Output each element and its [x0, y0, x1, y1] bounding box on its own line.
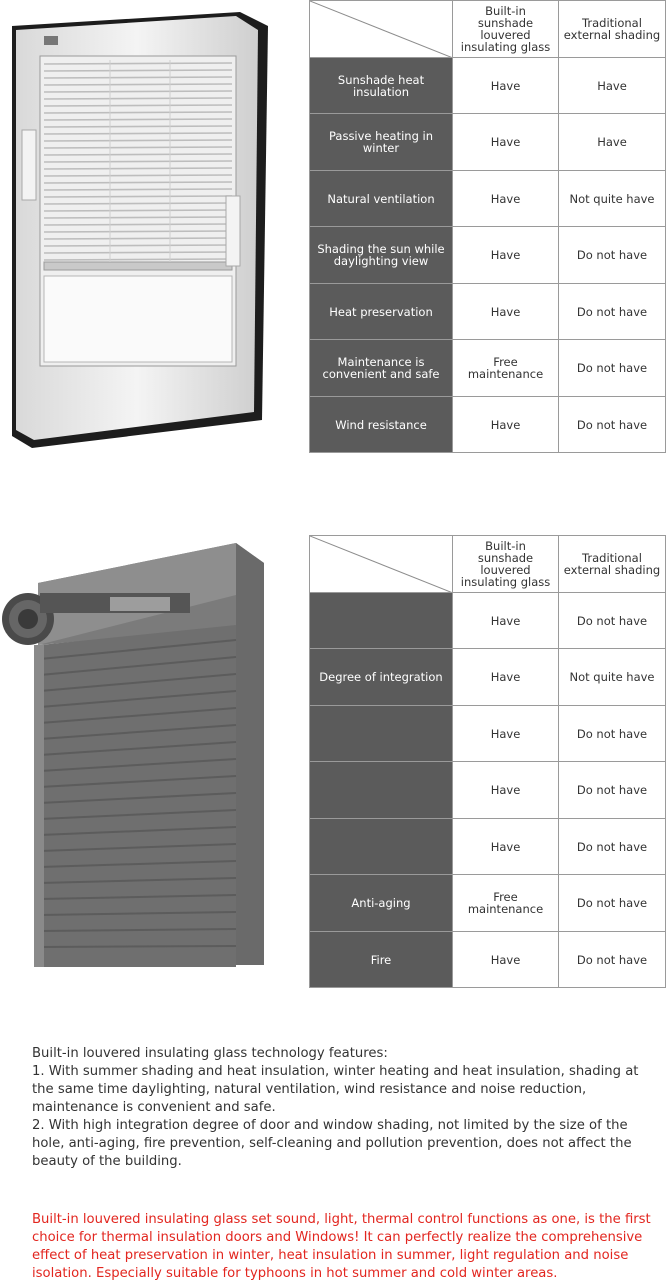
traditional-cell: Do not have: [559, 593, 666, 649]
roller-shutter-image: [0, 535, 290, 975]
builtin-cell: Have: [453, 114, 559, 171]
row-label: Fire: [310, 932, 453, 988]
features-point-2: 2. With high integration degree of door and window shading, not limited by the size of the hole, anti-aging, fire prevention, self-cleaning and pollution prevention, does not affect the beauty of the building.: [32, 1118, 632, 1169]
table-row: [310, 649, 666, 706]
table-row: [310, 58, 666, 114]
comparison-table-1: [309, 0, 666, 453]
traditional-cell: Do not have: [559, 762, 666, 819]
builtin-cell: Have: [453, 58, 559, 114]
builtin-cell: Have: [453, 819, 559, 875]
row-label: [310, 706, 453, 762]
table-row: [310, 284, 666, 340]
traditional-cell: Not quite have: [559, 649, 666, 706]
column-header-traditional: Traditional external shading: [559, 536, 666, 593]
row-label: Natural ventilation: [310, 171, 453, 227]
row-label: Shading the sun while daylighting view: [310, 227, 453, 284]
row-label: Maintenance is convenient and safe: [310, 340, 453, 397]
table-row: [310, 819, 666, 875]
traditional-cell: Do not have: [559, 932, 666, 988]
row-label: Degree of integration: [310, 649, 453, 706]
traditional-cell: Have: [559, 58, 666, 114]
traditional-cell: Do not have: [559, 227, 666, 284]
table-row: [310, 114, 666, 171]
traditional-cell: Do not have: [559, 397, 666, 453]
features-point-1: 1. With summer shading and heat insulation, winter heating and heat insulation, shading at the same time daylighting, natural ventilation, wind resistance and noise reduction, maintenance is convenient and safe.: [32, 1064, 639, 1115]
row-label: Wind resistance: [310, 397, 453, 453]
column-header-builtin: Built-in sunshade louvered insulating glass: [453, 536, 559, 593]
table-header-row: [310, 536, 666, 593]
traditional-cell: Do not have: [559, 284, 666, 340]
table-row: [310, 706, 666, 762]
builtin-cell: Have: [453, 284, 559, 340]
builtin-cell: Have: [453, 397, 559, 453]
table-row: [310, 171, 666, 227]
table-row: [310, 227, 666, 284]
traditional-cell: Not quite have: [559, 171, 666, 227]
builtin-cell: Have: [453, 227, 559, 284]
comparison-table-2: [309, 535, 666, 988]
builtin-cell: Have: [453, 593, 559, 649]
builtin-cell: Free maintenance: [453, 340, 559, 397]
diagonal-corner-cell: [310, 1, 453, 58]
row-label: Heat preservation: [310, 284, 453, 340]
row-label: Passive heating in winter: [310, 114, 453, 171]
row-label: Sunshade heat insulation: [310, 58, 453, 114]
table-row: [310, 762, 666, 819]
builtin-cell: Free maintenance: [453, 875, 559, 932]
row-label: [310, 593, 453, 649]
summary-text: Built-in louvered insulating glass set sound, light, thermal control functions as one, is the first choice for thermal insulation doors and Windows! It can perfectly realize the comprehensive effect of heat preservation in winter, heat insulation in summer, light regulation and noise isolation. Especially suitable for typhoons in hot summer and cold winter areas.: [32, 1212, 651, 1281]
window-blinds-image: [0, 0, 290, 470]
row-label: [310, 762, 453, 819]
column-header-builtin: Built-in sunshade louvered insulating glass: [453, 1, 559, 58]
table-row: [310, 875, 666, 932]
table-row: [310, 397, 666, 453]
builtin-cell: Have: [453, 171, 559, 227]
features-section: [32, 1045, 662, 1171]
table-row: [310, 340, 666, 397]
features-title: Built-in louvered insulating glass technology features:: [32, 1046, 388, 1061]
builtin-cell: Have: [453, 649, 559, 706]
column-header-traditional: Traditional external shading: [559, 1, 666, 58]
builtin-cell: Have: [453, 932, 559, 988]
table-row: [310, 593, 666, 649]
summary-paragraph: [32, 1211, 662, 1283]
traditional-cell: Have: [559, 114, 666, 171]
builtin-cell: Have: [453, 706, 559, 762]
table-row: [310, 932, 666, 988]
builtin-cell: Have: [453, 762, 559, 819]
table-header-row: [310, 1, 666, 58]
traditional-cell: Do not have: [559, 819, 666, 875]
diagonal-corner-cell: [310, 536, 453, 593]
traditional-cell: Do not have: [559, 340, 666, 397]
traditional-cell: Do not have: [559, 706, 666, 762]
row-label: Anti-aging: [310, 875, 453, 932]
traditional-cell: Do not have: [559, 875, 666, 932]
row-label: [310, 819, 453, 875]
